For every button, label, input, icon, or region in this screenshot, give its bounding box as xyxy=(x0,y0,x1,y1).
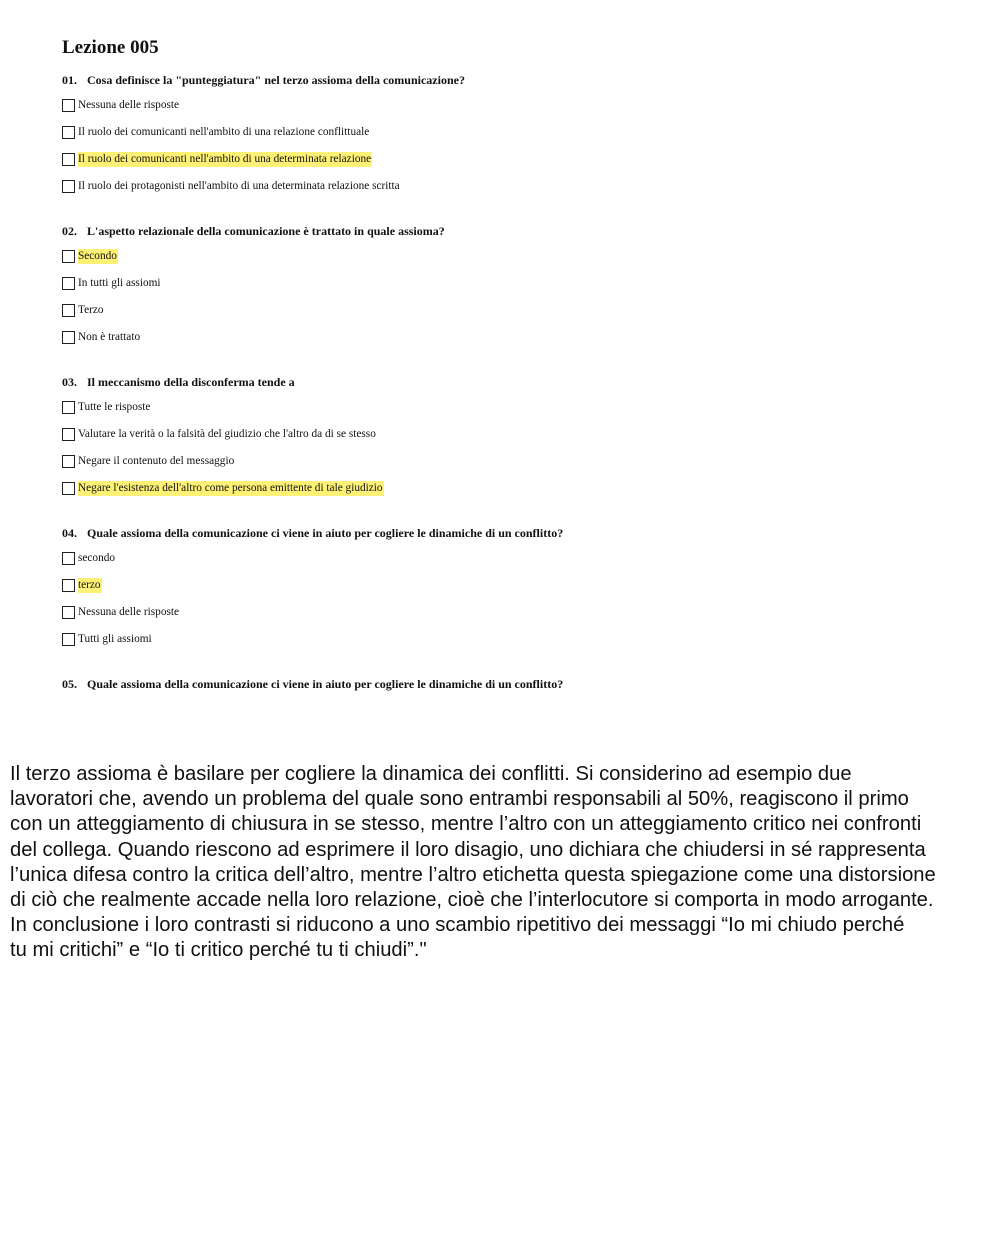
question-title xyxy=(62,221,962,241)
answer-label: Il ruolo dei comunicanti nell'ambito di una relazione conflittuale xyxy=(78,126,370,138)
answer-checkbox[interactable] xyxy=(62,401,75,414)
answer-checkbox[interactable] xyxy=(62,250,75,263)
answer-label: Non è trattato xyxy=(78,331,141,343)
answer-label-highlighted: Il ruolo dei comunicanti nell'ambito di una determinata relazione xyxy=(78,153,372,165)
answer-label: Valutare la verità o la falsità del giudizio che l'altro da di se stesso xyxy=(78,428,376,440)
question-block xyxy=(62,372,962,497)
question-block xyxy=(62,523,962,648)
answer-checkbox[interactable] xyxy=(62,579,75,592)
answer-label: Nessuna delle risposte xyxy=(78,99,180,111)
question-number: 04. xyxy=(62,526,77,540)
question-number: 02. xyxy=(62,224,77,238)
answer-checkbox[interactable] xyxy=(62,428,75,441)
answer-checkbox[interactable] xyxy=(62,331,75,344)
answer-option[interactable] xyxy=(62,426,962,443)
answer-checkbox[interactable] xyxy=(62,304,75,317)
question-block xyxy=(62,221,962,346)
answer-option[interactable] xyxy=(62,399,962,416)
answer-checkbox[interactable] xyxy=(62,126,75,139)
answer-label: Nessuna delle risposte xyxy=(78,606,180,618)
answer-option[interactable] xyxy=(62,302,962,319)
page-title: Lezione 005 xyxy=(62,37,159,58)
answer-label: secondo xyxy=(78,552,116,564)
question-block xyxy=(62,674,962,694)
answer-option[interactable] xyxy=(62,178,962,195)
question-title xyxy=(62,70,962,90)
answer-label-highlighted: Secondo xyxy=(78,250,117,262)
answer-label: Negare il contenuto del messaggio xyxy=(78,455,235,467)
answer-option[interactable] xyxy=(62,480,962,497)
question-title xyxy=(62,674,962,694)
answer-checkbox[interactable] xyxy=(62,180,75,193)
question-number: 03. xyxy=(62,375,77,389)
question-text: Quale assioma della comunicazione ci viene in aiuto per cogliere le dinamiche di un conflitto? xyxy=(87,677,564,691)
answer-label: Tutti gli assiomi xyxy=(78,633,152,645)
answer-checkbox[interactable] xyxy=(62,606,75,619)
answer-option[interactable] xyxy=(62,124,962,141)
question-text: Cosa definisce la "punteggiatura" nel terzo assioma della comunicazione? xyxy=(87,73,465,87)
answer-label: Terzo xyxy=(78,304,104,316)
answer-checkbox[interactable] xyxy=(62,455,75,468)
question-block xyxy=(62,70,962,195)
answer-label-highlighted: Negare l'esistenza dell'altro come persona emittente di tale giudizio xyxy=(78,482,383,494)
answer-checkbox[interactable] xyxy=(62,482,75,495)
question-number: 01. xyxy=(62,73,77,87)
question-title xyxy=(62,372,962,392)
answer-explanation: Il terzo assioma è basilare per cogliere la dinamica dei conflitti. Si considerino ad esempio due lavoratori che, avendo un problema del quale sono entrambi responsabili al 50%, reagiscono il primo con un atteggiamento di chiusura in se stesso, mentre l’altro con un atteggiamento critico nei confronti del collega. Quando riescono ad esprimere il loro disagio, uno dichiara che chiudersi in sé rappresenta l’unica difesa contro la critica dell’altro, mentre l’altro etichetta questa spiegazione come una distorsione di ciò che realmente accade nella loro relazione, cioè che l’interlocutore si comporta in modo arrogante. In conclusione i loro contrasti si riducono a uno scambio ripetitivo dei messaggi “Io mi chiudo perché tu mi critichi” e “Io ti critico perché tu ti chiudi”." xyxy=(10,763,936,962)
answer-option[interactable] xyxy=(62,151,962,168)
answer-option[interactable] xyxy=(62,550,962,567)
question-title xyxy=(62,523,962,543)
answer-checkbox[interactable] xyxy=(62,277,75,290)
answer-label: Il ruolo dei protagonisti nell'ambito di una determinata relazione scritta xyxy=(78,180,400,192)
answer-checkbox[interactable] xyxy=(62,633,75,646)
answer-checkbox[interactable] xyxy=(62,153,75,166)
question-text: Quale assioma della comunicazione ci viene in aiuto per cogliere le dinamiche di un conflitto? xyxy=(87,526,564,540)
answer-option[interactable] xyxy=(62,453,962,470)
answer-label: In tutti gli assiomi xyxy=(78,277,161,289)
answer-option[interactable] xyxy=(62,329,962,346)
answer-option[interactable] xyxy=(62,631,962,648)
answer-checkbox[interactable] xyxy=(62,99,75,112)
answer-checkbox[interactable] xyxy=(62,552,75,565)
answer-label-highlighted: terzo xyxy=(78,579,101,591)
answer-option[interactable] xyxy=(62,97,962,114)
answer-label: Tutte le risposte xyxy=(78,401,151,413)
question-number: 05. xyxy=(62,677,77,691)
question-text: L'aspetto relazionale della comunicazione è trattato in quale assioma? xyxy=(87,224,445,238)
answer-option[interactable] xyxy=(62,248,962,265)
answer-option[interactable] xyxy=(62,275,962,292)
answer-option[interactable] xyxy=(62,604,962,621)
question-text: Il meccanismo della disconferma tende a xyxy=(87,375,295,389)
answer-option[interactable] xyxy=(62,577,962,594)
